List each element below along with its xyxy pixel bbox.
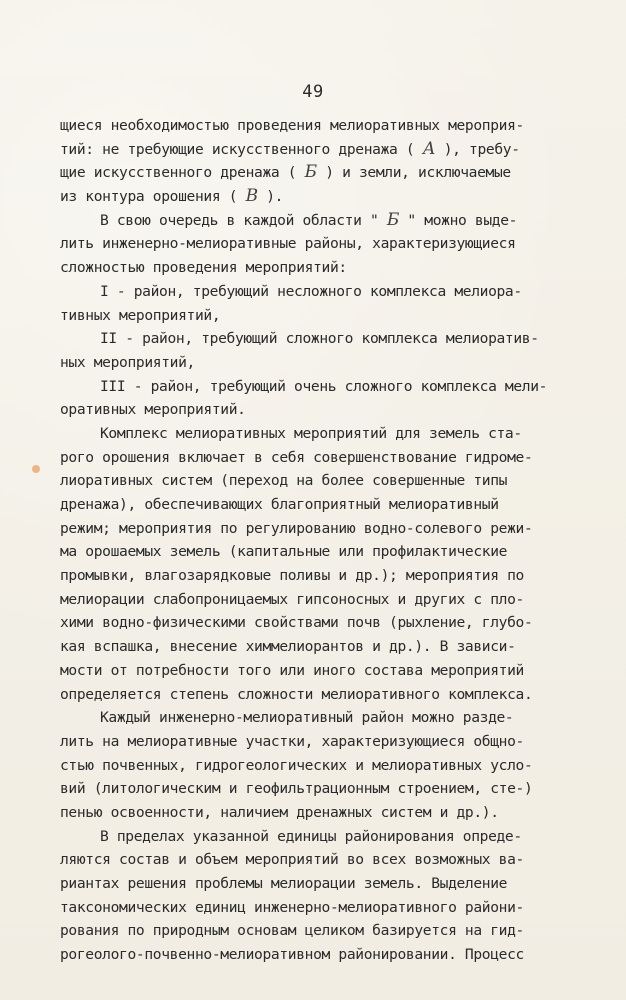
text-line: III - район, требующий очень сложного комплекса мели- [100,377,548,395]
text-segment: щие искусственного дренажа ( [60,164,305,182]
text-line: кая вспашка, внесение химмелиорантов и др.). В зависи- [60,638,516,656]
text-segment: из контура орошения ( [60,188,246,206]
text-line: II - район, требующий сложного комплекса мелиоратив- [100,330,539,348]
text-line: стью почвенных, гидрогеологических и мелиоративных усло- [60,756,533,774]
text-line: рогеолого-почвенно-мелиоративном районировании. Процесс [60,946,524,964]
text-line: сложностью проведения мероприятий: [60,259,347,277]
text-line: промывки, влагозарядковые поливы и др.); мероприятия по [60,567,524,585]
text-line: Каждый инженерно-мелиоративный район можно разде- [100,709,514,727]
text-line: ных мероприятий, [60,353,195,371]
text-line: I - район, требующий несложного комплекса мелиора- [100,282,522,300]
text-segment: ), требу- [435,140,520,158]
text-line: ляются состав и объем мероприятий во всех возможных ва- [60,851,524,869]
text-line: таксономических единиц инженерно-мелиоративного райони- [60,898,524,916]
text-line: рования по природным основам целиком базируется на гид- [60,922,524,940]
text-line: лить на мелиоративные участки, характеризующиеся общно- [60,732,524,750]
text-line [60,209,552,233]
text-line: лиоративных систем (переход на более совершенные типы [60,472,508,490]
text-segment: " можно выде- [399,211,518,229]
text-line: оративных мероприятий. [60,401,246,419]
text-segment: ) и земли, исключаемые [316,164,511,182]
text-line [60,185,552,209]
marker-letter: А [422,138,436,159]
text-line [60,161,552,185]
marker-letter: Б [386,209,399,230]
text-line: определяется степень сложности мелиоративного комплекса. [60,685,533,703]
text-line: В пределах указанной единицы районирования опреде- [100,827,522,845]
text-line [60,138,552,162]
text-line: мелиорации слабопроницаемых гипсоносных и других с пло- [60,590,524,608]
text-segment: В свою очередь в каждой области " [100,211,387,229]
text-line: дренажа), обеспечивающих благоприятный мелиоративный [60,496,499,513]
document-body [60,114,552,967]
text-segment: ). [257,188,284,206]
text-line: рого орошения включает в себя совершенствование гидроме- [60,448,533,466]
text-line: риантах решения проблемы мелиорации земель. Выделение [60,875,508,892]
marker-letter: В [245,186,258,207]
paper-stain [32,465,40,473]
text-line: ма орошаемых земель (капитальные или профилактические [60,543,508,561]
text-line: тивных мероприятий, [60,306,221,324]
text-line: хими водно-физическими свойствами почв (рыхление, глубо- [60,614,533,632]
text-line: лить инженерно-мелиоративные районы, характеризующиеся [60,235,516,253]
marker-letter: Б [304,162,317,183]
text-line: щиеся необходимостью проведения мелиоративных мероприя- [60,117,524,134]
text-line: мости от потребности того или иного состава мероприятий [60,661,524,679]
text-line: пенью освоенности, наличием дренажных систем и др.). [60,803,499,821]
page-number: 49 [302,82,324,102]
text-line: режим; мероприятия по регулированию водно-солевого режи- [60,519,533,537]
text-line: Комплекс мелиоративных мероприятий для земель ста- [100,424,522,442]
text-segment: тий: не требующие искусственного дренажа ( [60,140,423,158]
text-line: вий (литологическим и геофильтрационным строением, сте-) [60,780,533,798]
